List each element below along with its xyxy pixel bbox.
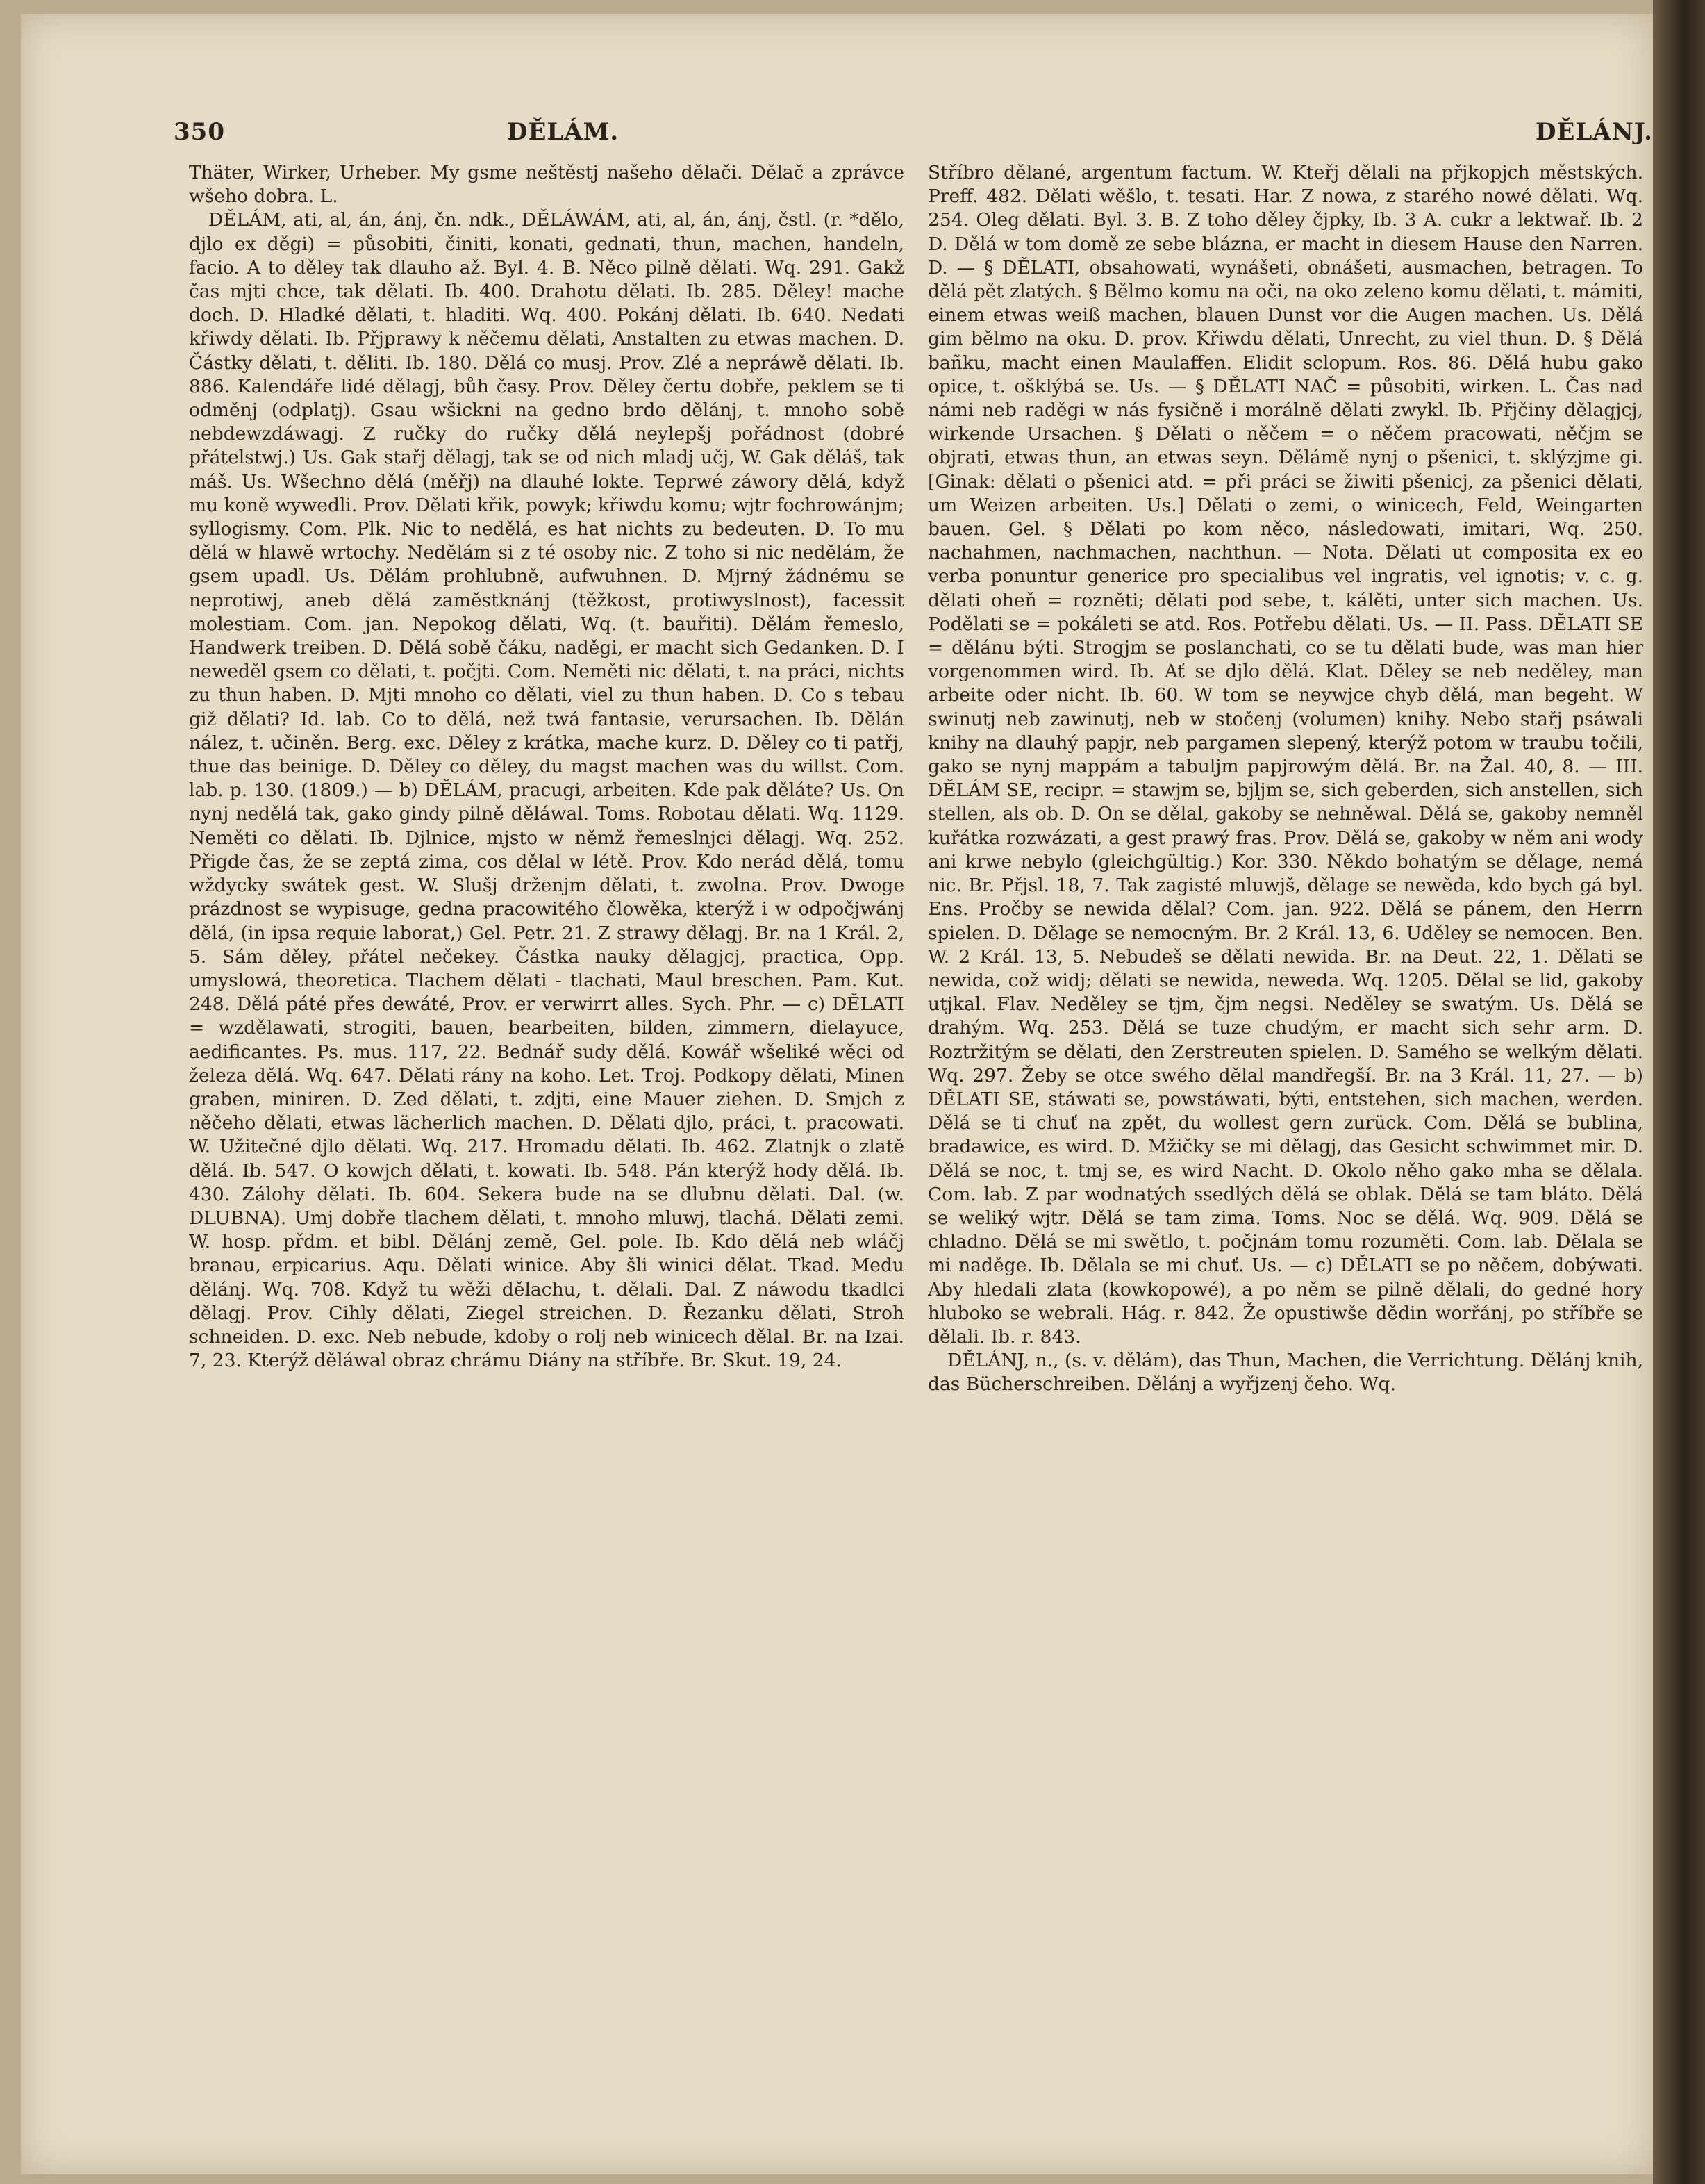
right-column bbox=[928, 161, 1643, 2113]
running-header bbox=[174, 111, 1653, 153]
entry-delanj: DĚLÁNJ, n., (s. v. dělám), das Thun, Machen, die Verrichtung. Dělánj knih, das Bücherschreiben. Dělánj a wyřjzenj čeho. Wq. bbox=[928, 1350, 1643, 1396]
left-headword: DĚLÁM. bbox=[507, 118, 619, 146]
entry-continuation: Thäter, Wirker, Urheber. My gsme neštěstj našeho dělači. Dělač a zprávce wšeho dobra. L. bbox=[189, 162, 904, 208]
book-spine-edge bbox=[1653, 0, 1705, 2184]
entry-delam: DĚLÁM, ati, al, án, ánj, čn. ndk., DĚLÁWÁM, ati, al, án, ánj, čstl. (r. *dělo, djlo ex děgi) = působiti, činiti, konati, gednati, thun, machen, handeln, facio. A to děley tak dlauho až. Byl. 4. B. Něco pilně dělati. Wq. 291. Gakž čas mjti chce, tak dělati. Ib. 400. Drahotu dělati. Ib. 285. Děley! mache doch. D. Hladké dělati, t. hladiti. Wq. 400. Pokánj dělati. Ib. 640. Nedati křiwdy dělati. Ib. Přjprawy k něčemu dělati, Anstalten zu etwas machen. D. Částky dělati, t. děliti. Ib. 180. Dělá co musj. Prov. Zlé a nepráwě dělati. Ib. 886. Kalendáře lidé dělagj, bůh časy. Prov. Děley čertu dobře, peklem se ti odměnj (odplatj). Gsau wšickni na gedno brdo dělánj, t. mnoho sobě nebdewzdáwagj. Z ručky do ručky dělá neylepšj pořádnost (dobré přátelstwj.) Us. Gak stařj dělagj, tak se od nich mladj učj, W. Gak děláš, tak máš. Us. Wšechno dělá (měřj) na dlauhé lokte. Teprwé záwory dělá, když mu koně wywedli. Prov. Dělati křik, powyk; křiwdu komu; wjtr fochrowánjm; syllogismy. Com. Plk. Nic to nedělá, es hat nichts zu bedeuten. D. To mu dělá w hlawě wrtochy. Nedělám si z té osoby nic. Z toho si nic nedělám, že gsem upadl. Us. Dělám prohlubně, aufwuhnen. D. Mjrný žádnému se neprotiwj, aneb dělá zaměstknánj (těžkost, protiwyslnost), facessit molestiam. Com. jan. Nepokog dělati, Wq. (t. bauřiti). Dělám řemeslo, Handwerk treiben. D. Dělá sobě čáku, naděgi, er macht sich Gedanken. D. I neweděl gsem co dělati, t. počjti. Com. Neměti nic dělati, t. na práci, nichts zu thun haben. D. Mjti mnoho co dělati, viel zu thun haben. D. Co s tebau giž dělati? Id. lab. Co to dělá, než twá fantasie, verursachen. Ib. Dělán nález, t. učiněn. Berg. exc. Děley z krátka, mache kurz. D. Děley co ti patřj, thue das beinige. D. Děley co děley, du magst machen was du willst. Com. lab. p. 130. (1809.) — b) DĚLÁM, pracugi, arbeiten. Kde pak děláte? Us. On nynj nedělá tak, gako gindy pilně děláwal. Toms. Robotau dělati. Wq. 1129. Neměti co dělati. Ib. Djlnice, mjsto w němž řemeslnjci dělagj. Wq. 252. Přigde čas, že se zeptá zima, cos dělal w létě. Prov. Kdo nerád dělá, tomu wždycky swátek gest. W. Slušj drženjm dělati, t. zwolna. Prov. Dwoge prázdnost se wypisuge, gedna pracowitého člowěka, kterýž i w odpočjwánj dělá, (in ipsa requie laborat,) Gel. Petr. 21. Z strawy dělagj. Br. na 1 Král. 2, 5. Sám děley, přátel nečekey. Částka nauky dělagjcj, practica, Opp. umyslowá, theoretica. Tlachem dělati - tlachati, Maul breschen. Pam. Kut. 248. Dělá páté přes dewáté, Prov. er verwirrt alles. Sych. Phr. — c) DĚLATI = wzdělawati, strogiti, bauen, bearbeiten, bilden, zimmern, dielayuce, aedificantes. Ps. mus. 117, 22. Bednář sudy dělá. Kowář wšeliké wěci od železa dělá. Wq. 647. Dělati rány na koho. Let. Troj. Podkopy dělati, Minen graben, miniren. D. Zed dělati, t. zdjti, eine Mauer ziehen. D. Smjch z něčeho dělati, etwas lächerlich machen. D. Dělati djlo, práci, t. pracowati. W. Užitečné djlo dělati. Wq. 217. Hromadu dělati. Ib. 462. Zlatnjk o zlatě dělá. Ib. 547. O kowjch dělati, t. kowati. Ib. 548. Pán kterýž hody dělá. Ib. 430. Zálohy dělati. Ib. 604. Sekera bude na se dlubnu dělati. Dal. (w. DLUBNA). Umj dobře tlachem dělati, t. mnoho mluwj, tlachá. Dělati zemi. W. hosp. přdm. et bibl. Dělánj země, Gel. pole. Ib. Kdo dělá neb wláčj branau, erpicarius. Aqu. Dělati winice. Aby šli winici dělat. Tkad. Medu dělánj. Wq. 708. Když tu wěži dělachu, t. dělali. Dal. Z náwodu tkadlci dělagj. Prov. Cihly dělati, Ziegel streichen. D. Řezanku dělati, Stroh schneiden. D. exc. Neb nebude, kdoby o rolj neb winicech dělal. Br. na Izai. 7, 23. Kterýž děláwal obraz chrámu Diány na stříbře. Br. Skut. 19, 24. bbox=[189, 209, 904, 1372]
page-number: 350 bbox=[174, 118, 225, 146]
left-column bbox=[189, 161, 904, 2113]
entry-continuation-right: Stříbro dělané, argentum factum. W. Kteřj dělali na přjkopjch městských. Preff. 482. Dělati wěšlo, t. tesati. Har. Z nowa, z starého nowé dělati. Wq. 254. Oleg dělati. Byl. 3. B. Z toho děley čjpky, Ib. 3 A. cukr a lektwař. Ib. 2 D. Dělá w tom domě ze sebe blázna, er macht in diesem Hause den Narren. D. — § DĚLATI, obsahowati, wynášeti, obnášeti, ausmachen, betragen. To dělá pět zlatých. § Bělmo komu na oči, na oko zeleno komu dělati, t. mámiti, einem etwas weiß machen, blauen Dunst vor die Augen machen. Us. Dělá gim bělmo na oku. D. prov. Křiwdu dělati, Unrecht, zu viel thun. D. § Dělá bañku, macht einen Maulaffen. Elidit sclopum. Ros. 86. Dělá hubu gako opice, t. ošklýbá se. Us. — § DĚLATI NAČ = působiti, wirken. L. Čas nad námi neb raděgi w nás fysičně i morálně dělati zwykl. Ib. Přjčiny dělagjcj, wirkende Ursachen. § Dělati o něčem = o něčem pracowati, něčjm se objrati, etwas thun, an etwas seyn. Dělámě nynj o pšenici, t. sklýzjme gi. [Ginak: dělati o pšenici atd. = při práci se žiwiti pšenicj, za pšenici dělati, um Weizen arbeiten. Us.] Dělati o zemi, o winicech, Feld, Weingarten bauen. Gel. § Dělati po kom něco, následowati, imitari, Wq. 250. nachahmen, nachmachen, nachthun. — Nota. Dělati ut composita ex eo verba ponuntur generice pro specialibus vel ingratis, vel ignotis; v. c. g. dělati oheň = rozněti; dělati pod sebe, t. kálěti, unter sich machen. Us. Podělati se = pokáleti se atd. Ros. Potřebu dělati. Us. — II. Pass. DĚLATI SE = dělánu býti. Strogjm se poslanchati, co se tu dělati bude, was man hier vorgenommen wird. Ib. Ať se djlo dělá. Klat. Děley se neb neděley, man arbeite oder nicht. Ib. 60. W tom se neywjce chyb dělá, man begeht. W swinutj neb zawinutj, neb w stočenj (volumen) knihy. Nebo stařj psáwali knihy na dlauhý papjr, neb pargamen slepený, kterýž potom w traubu točili, gako se nynj mappám a tabuljm papjrowým dělá. Br. na Žal. 40, 8. — III. DĚLÁM SE, recipr. = stawjm se, bjljm se, sich geberden, sich anstellen, sich stellen, als ob. D. On se dělal, gakoby se nehněwal. Dělá se, gakoby nemněl kuřátka rozwázati, a gest prawý fras. Prov. Dělá se, gakoby w něm ani wody ani krwe nebylo (gleichgültig.) Kor. 330. Někdo bohatým se dělage, nemá nic. Br. Přjsl. 18, 7. Tak zagisté mluwjš, dělage se newěda, kdo bych gá byl. Ens. Pročby se newida dělal? Com. jan. 922. Dělá se pánem, den Herrn spielen. D. Dělage se nemocným. Br. 2 Král. 13, 6. Uděley se nemocen. Ben. W. 2 Král. 13, 5. Nebudeš se dělati newida. Br. na Deut. 22, 1. Dělati se newida, což widj; dělati se newida, neweda. Wq. 1205. Dělal se lid, gakoby utjkal. Flav. Neděley se tjm, čjm negsi. Neděley se swatým. Us. Dělá se drahým. Wq. 253. Dělá se tuze chudým, er macht sich sehr arm. D. Roztržitým se dělati, den Zerstreuten spielen. D. Samého se welkým dělati. Wq. 297. Žeby se otce swého dělal mandřegší. Br. na 3 Král. 11, 27. — b) DĚLATI SE, stáwati se, powstáwati, býti, entstehen, sich machen, werden. Dělá se ti chuť na zpět, du wollest gern zurück. Com. Dělá se bublina, bradawice, es wird. D. Mžičky se mi dělagj, das Gesicht schwimmet mir. D. Dělá se noc, t. tmj se, es wird Nacht. D. Okolo něho gako mha se dělala. Com. lab. Z par wodnatých ssedlých dělá se oblak. Dělá se tam bláto. Dělá se weliký wjtr. Dělá se tam zima. Toms. Noc se dělá. Wq. 909. Dělá se chladno. Dělá se mi swětlo, t. počjnám tomu rozuměti. Com. lab. Dělala se mi naděge. Ib. Dělala se mi chuť. Us. — c) DĚLATI se po něčem, dobýwati. Aby hledali zlata (kowkopowé), a po něm se pilně dělali, do gedné hory hluboko se webrali. Hág. r. 842. Že opustiwše dědin worřánj, po stříbře se dělali. Ib. r. 843. bbox=[928, 162, 1643, 1348]
right-headword: DĚLÁNJ. bbox=[1535, 118, 1653, 146]
